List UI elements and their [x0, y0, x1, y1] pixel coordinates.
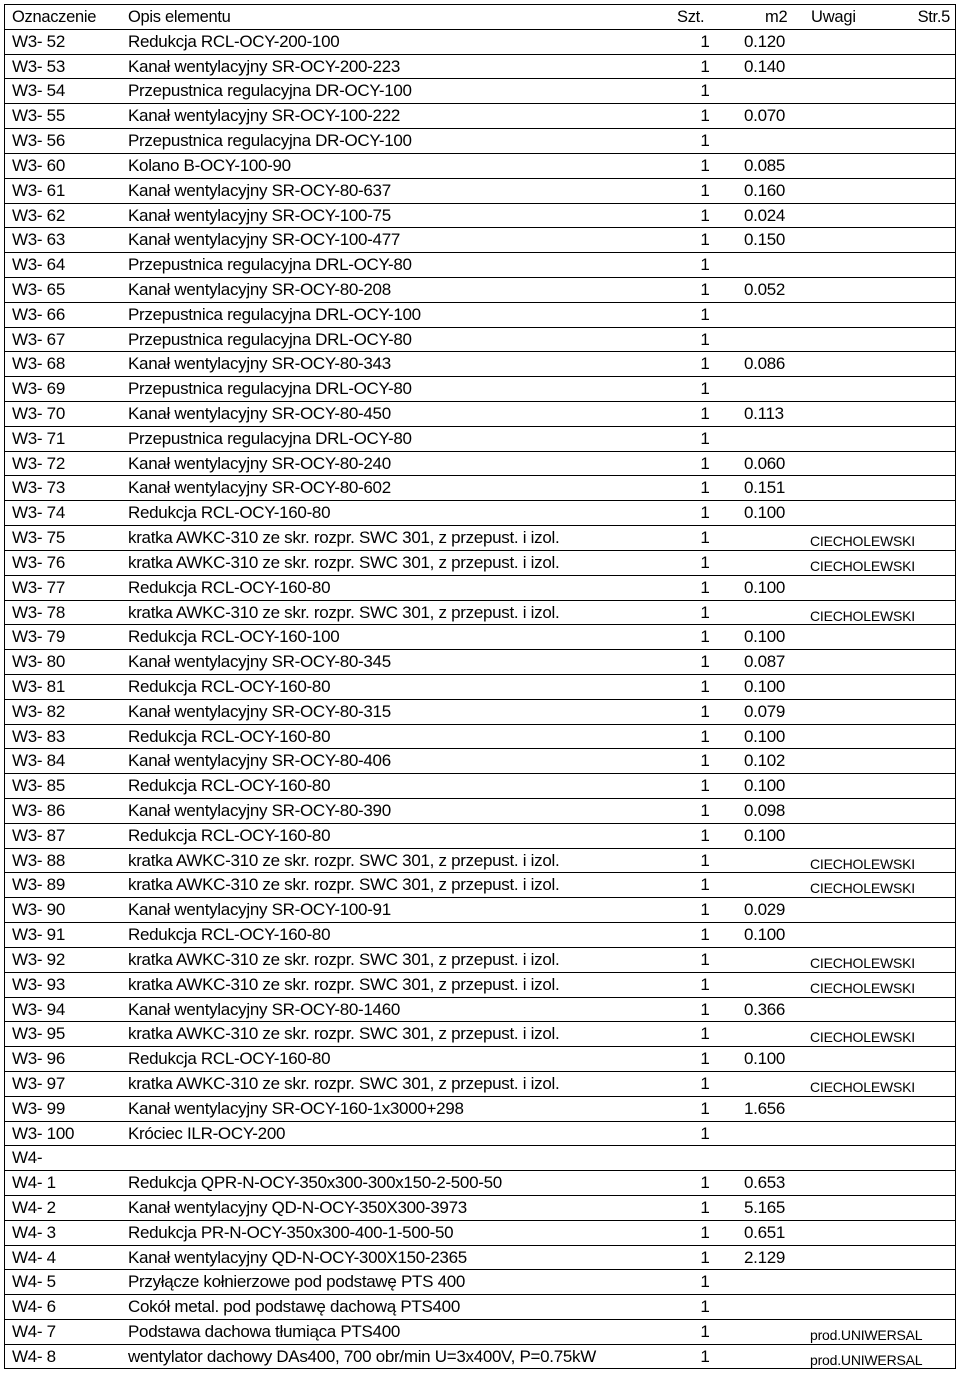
row-quantity: 1 [700, 1198, 710, 1217]
table-body [5, 29, 955, 1369]
row-quantity: 1 [700, 379, 710, 399]
row-quantity: 1 [700, 81, 710, 101]
row-quantity: 1 [700, 453, 710, 473]
row-quantity: 1 [700, 503, 710, 523]
row-area: 0.140 [744, 56, 786, 76]
row-quantity: 1 [700, 825, 710, 845]
table-row [5, 451, 955, 476]
table-row [5, 1121, 955, 1146]
table-row [5, 525, 955, 550]
row-quantity: 1 [700, 1222, 710, 1242]
row-notes: CIECHOLEWSKI [810, 880, 915, 897]
row-area: 0.070 [744, 106, 786, 126]
row-description: Kanał wentylacyjny SR-OCY-80-345 [128, 652, 391, 672]
row-code: W3- 74 [12, 503, 65, 523]
table-row [5, 823, 955, 848]
row-code: W3- 66 [12, 304, 65, 324]
row-code: W3- 68 [12, 354, 65, 374]
row-description: Przepustnica regulacyjna DRL-OCY-80 [128, 428, 412, 448]
row-area: 0.087 [744, 652, 786, 672]
row-area: 0.651 [744, 1222, 786, 1242]
table-row [5, 972, 955, 997]
row-quantity: 1 [700, 1024, 710, 1044]
header-m2: m2 [765, 8, 788, 26]
table-row [5, 153, 955, 178]
row-code: W4- 3 [12, 1222, 56, 1242]
row-code: W3- 83 [12, 726, 65, 746]
row-quantity: 1 [700, 875, 710, 895]
table-row [5, 252, 955, 277]
row-area: 0.100 [744, 503, 786, 523]
row-area: 0.100 [744, 676, 786, 696]
row-code: W3- 97 [12, 1073, 65, 1093]
table-row [5, 500, 955, 525]
table-row [5, 649, 955, 674]
row-code: W3- 100 [12, 1123, 75, 1143]
row-code: W3- 65 [12, 279, 65, 299]
row-code: W3- 53 [12, 56, 65, 76]
row-area: 0.079 [744, 701, 786, 721]
row-quantity: 1 [700, 131, 710, 151]
row-description: Kanał wentylacyjny SR-OCY-100-91 [128, 900, 391, 920]
row-notes: CIECHOLEWSKI [810, 1078, 915, 1095]
row-quantity: 1 [700, 1272, 710, 1292]
row-code: W3- 90 [12, 900, 65, 920]
table-row [5, 277, 955, 302]
row-description: Redukcja RCL-OCY-160-80 [128, 1049, 331, 1069]
table-row [5, 674, 955, 699]
table-row [5, 897, 955, 922]
row-code: W3- 95 [12, 1024, 65, 1044]
row-description: Przepustnica regulacyjna DRL-OCY-80 [128, 329, 412, 349]
row-area: 0.100 [744, 627, 786, 647]
row-code: W3- 77 [12, 577, 65, 597]
row-description: Kanał wentylacyjny SR-OCY-80-343 [128, 354, 391, 374]
row-code: W4- 6 [12, 1297, 56, 1317]
row-description: Kanał wentylacyjny SR-OCY-80-390 [128, 801, 391, 820]
row-code: W3- 69 [12, 379, 65, 399]
table-row [5, 475, 955, 500]
row-code: W3- 76 [12, 552, 65, 572]
row-quantity: 1 [700, 1346, 710, 1366]
row-code: W4- 7 [12, 1322, 56, 1342]
row-notes: CIECHOLEWSKI [810, 607, 915, 624]
row-description: Króciec ILR-OCY-200 [128, 1123, 286, 1143]
row-code: W3- 72 [12, 453, 65, 473]
row-description: Redukcja RCL-OCY-160-80 [128, 925, 331, 945]
row-quantity: 1 [700, 999, 710, 1019]
row-quantity: 1 [700, 304, 710, 324]
row-area: 0.151 [744, 478, 786, 498]
row-quantity: 1 [700, 751, 710, 771]
row-description: Redukcja QPR-N-OCY-350x300-300x150-2-500-50 [128, 1173, 502, 1193]
row-description: Cokół metal. pod podstawę dachową PTS400 [128, 1297, 460, 1317]
table-row [5, 1021, 955, 1046]
row-quantity: 1 [700, 1098, 710, 1118]
row-description: kratka AWKC-310 ze skr. rozpr. SWC 301, z przepust. i izol. [128, 974, 560, 994]
row-area: 1.656 [744, 1098, 786, 1118]
row-quantity: 1 [700, 155, 710, 175]
row-code: W3- 92 [12, 949, 65, 969]
row-area: 0.024 [744, 205, 786, 225]
table-row [5, 1319, 955, 1344]
table-row [5, 550, 955, 575]
row-description: Przepustnica regulacyjna DRL-OCY-100 [128, 304, 421, 324]
row-quantity: 1 [700, 627, 710, 647]
row-code: W3- 88 [12, 850, 65, 870]
table-row [5, 1145, 955, 1170]
row-notes: CIECHOLEWSKI [810, 533, 915, 550]
table-row [5, 401, 955, 426]
row-description: Redukcja RCL-OCY-160-80 [128, 676, 331, 696]
row-description: Redukcja RCL-OCY-200-100 [128, 31, 340, 51]
table-row [5, 376, 955, 401]
row-description: Redukcja RCL-OCY-160-80 [128, 726, 331, 746]
table-header [5, 4, 955, 29]
row-notes: prod.UNIWERSAL [810, 1351, 923, 1368]
row-area: 0.160 [744, 180, 786, 200]
table-row [5, 624, 955, 649]
row-code: W3- 73 [12, 478, 65, 498]
table-row [5, 426, 955, 451]
row-code: W3- 80 [12, 652, 65, 672]
row-notes: CIECHOLEWSKI [810, 954, 915, 971]
header-uwagi: Uwagi [811, 8, 856, 26]
row-code: W3- 64 [12, 255, 65, 275]
row-quantity: 1 [700, 676, 710, 696]
row-code: W3- 84 [12, 751, 65, 771]
row-description: kratka AWKC-310 ze skr. rozpr. SWC 301, z przepust. i izol. [128, 552, 560, 572]
row-code: W3- 75 [12, 528, 65, 548]
row-area: 0.060 [744, 453, 786, 473]
table-row [5, 1344, 955, 1369]
row-description: kratka AWKC-310 ze skr. rozpr. SWC 301, z przepust. i izol. [128, 949, 560, 969]
row-quantity: 1 [700, 1247, 710, 1267]
row-quantity: 1 [700, 1049, 710, 1069]
row-quantity: 1 [700, 329, 710, 349]
row-quantity: 1 [700, 652, 710, 672]
row-code: W3- 82 [12, 701, 65, 721]
table-row [5, 1071, 955, 1096]
row-notes: prod.UNIWERSAL [810, 1327, 923, 1344]
row-description: Kanał wentylacyjny SR-OCY-80-315 [128, 701, 391, 721]
row-notes: CIECHOLEWSKI [810, 1029, 915, 1046]
table-row [5, 78, 955, 103]
row-area: 0.120 [744, 31, 786, 51]
row-area: 0.029 [744, 900, 786, 920]
row-code: W3- 86 [12, 801, 65, 820]
table-row [5, 1195, 955, 1220]
row-code: W3- 89 [12, 875, 65, 895]
row-description: Przepustnica regulacyjna DR-OCY-100 [128, 131, 412, 151]
row-description: Redukcja RCL-OCY-160-80 [128, 776, 331, 796]
table-row [5, 997, 955, 1022]
row-description: Kanał wentylacyjny SR-OCY-80-1460 [128, 999, 401, 1019]
header-opis: Opis elementu [128, 8, 231, 26]
row-notes: CIECHOLEWSKI [810, 979, 915, 996]
row-code: W3- 85 [12, 776, 65, 796]
table-row [5, 29, 955, 54]
row-area: 0.100 [744, 776, 786, 796]
row-quantity: 1 [700, 1173, 710, 1193]
row-area: 2.129 [744, 1247, 786, 1267]
parts-table [4, 4, 956, 1369]
row-area: 0.100 [744, 577, 786, 597]
row-quantity: 1 [700, 1073, 710, 1093]
row-code: W3- 52 [12, 31, 65, 51]
table-row [5, 128, 955, 153]
row-code: W4- 4 [12, 1247, 56, 1267]
row-quantity: 1 [700, 180, 710, 200]
header-szt: Szt. [677, 8, 705, 26]
row-quantity: 1 [700, 255, 710, 275]
row-area: 0.100 [744, 1049, 786, 1069]
table-row [5, 1245, 955, 1270]
table-row [5, 947, 955, 972]
row-description: Kanał wentylacyjny SR-OCY-100-75 [128, 205, 391, 225]
table-row [5, 1046, 955, 1071]
row-area: 0.100 [744, 726, 786, 746]
table-row [5, 922, 955, 947]
page-number: Str.5 [917, 8, 950, 26]
row-code: W3- 56 [12, 131, 65, 151]
row-code: W3- 79 [12, 627, 65, 647]
row-description: Kanał wentylacyjny SR-OCY-80-406 [128, 751, 391, 771]
row-description: Kanał wentylacyjny SR-OCY-80-602 [128, 478, 391, 498]
row-code: W3- 96 [12, 1049, 65, 1069]
row-area: 0.052 [744, 279, 786, 299]
row-area: 0.100 [744, 925, 786, 945]
table-row [5, 103, 955, 128]
row-code: W3- 81 [12, 676, 65, 696]
row-description: Przepustnica regulacyjna DRL-OCY-80 [128, 255, 412, 275]
table-row [5, 575, 955, 600]
table-row [5, 302, 955, 327]
table-row [5, 848, 955, 873]
table-row [5, 748, 955, 773]
table-row [5, 351, 955, 376]
row-description: Przepustnica regulacyjna DR-OCY-100 [128, 81, 412, 101]
table-row [5, 54, 955, 79]
row-description: Redukcja RCL-OCY-160-80 [128, 503, 331, 523]
row-description: kratka AWKC-310 ze skr. rozpr. SWC 301, z przepust. i izol. [128, 1073, 560, 1093]
row-quantity: 1 [700, 552, 710, 572]
table-row [5, 773, 955, 798]
row-code: W4- 2 [12, 1198, 56, 1217]
row-description: Kolano B-OCY-100-90 [128, 155, 291, 175]
row-description: Kanał wentylacyjny SR-OCY-100-222 [128, 106, 401, 126]
row-code: W3- 87 [12, 825, 65, 845]
row-code: W3- 78 [12, 602, 65, 622]
row-code: W4- 5 [12, 1272, 56, 1292]
table-row [5, 227, 955, 252]
row-code: W4- 8 [12, 1346, 56, 1366]
row-quantity: 1 [700, 404, 710, 423]
row-description: kratka AWKC-310 ze skr. rozpr. SWC 301, z przepust. i izol. [128, 850, 560, 870]
table-row [5, 872, 955, 897]
table-row [5, 1170, 955, 1195]
row-quantity: 1 [700, 949, 710, 969]
row-code: W4- [12, 1148, 43, 1168]
row-description: kratka AWKC-310 ze skr. rozpr. SWC 301, z przepust. i izol. [128, 602, 560, 622]
table-row [5, 699, 955, 724]
row-code: W3- 55 [12, 106, 65, 126]
row-description: Redukcja RCL-OCY-160-100 [128, 627, 340, 647]
row-area: 0.653 [744, 1173, 786, 1193]
row-quantity: 1 [700, 900, 710, 920]
row-quantity: 1 [700, 850, 710, 870]
row-quantity: 1 [700, 1123, 710, 1143]
row-description: kratka AWKC-310 ze skr. rozpr. SWC 301, z przepust. i izol. [128, 528, 560, 548]
row-quantity: 1 [700, 205, 710, 225]
row-quantity: 1 [700, 230, 710, 250]
row-description: Kanał wentylacyjny SR-OCY-100-477 [128, 230, 401, 250]
row-quantity: 1 [700, 528, 710, 548]
row-description: Kanał wentylacyjny QD-N-OCY-300X150-2365 [128, 1247, 467, 1267]
row-quantity: 1 [700, 974, 710, 994]
row-description: Kanał wentylacyjny SR-OCY-80-450 [128, 404, 391, 423]
table-row [5, 1096, 955, 1121]
row-quantity: 1 [700, 279, 710, 299]
table-row [5, 1269, 955, 1294]
row-quantity: 1 [700, 801, 710, 820]
row-description: kratka AWKC-310 ze skr. rozpr. SWC 301, z przepust. i izol. [128, 1024, 560, 1044]
row-code: W3- 70 [12, 404, 65, 423]
row-code: W3- 62 [12, 205, 65, 225]
row-description: Podstawa dachowa tłumiąca PTS400 [128, 1322, 401, 1342]
row-quantity: 1 [700, 925, 710, 945]
row-area: 0.113 [744, 404, 784, 423]
row-code: W3- 71 [12, 428, 65, 448]
row-quantity: 1 [700, 776, 710, 796]
row-notes: CIECHOLEWSKI [810, 855, 915, 872]
row-area: 0.085 [744, 155, 786, 175]
row-description: Przyłącze kołnierzowe pod podstawę PTS 400 [128, 1272, 466, 1292]
row-quantity: 1 [700, 577, 710, 597]
row-description: kratka AWKC-310 ze skr. rozpr. SWC 301, z przepust. i izol. [128, 875, 560, 895]
row-area: 0.098 [744, 801, 786, 820]
row-code: W3- 61 [12, 180, 65, 200]
row-code: W3- 93 [12, 974, 65, 994]
table-row [5, 724, 955, 749]
row-code: W3- 99 [12, 1098, 65, 1118]
row-description: Redukcja RCL-OCY-160-80 [128, 577, 331, 597]
row-notes: CIECHOLEWSKI [810, 557, 915, 574]
table-row [5, 798, 955, 823]
row-quantity: 1 [700, 106, 710, 126]
header-oznaczenie: Oznaczenie [12, 8, 97, 26]
row-description: Kanał wentylacyjny SR-OCY-80-240 [128, 453, 391, 473]
table-row [5, 178, 955, 203]
row-area: 5.165 [744, 1198, 786, 1217]
table-row [5, 327, 955, 352]
row-code: W3- 60 [12, 155, 65, 175]
table-row [5, 203, 955, 228]
row-description: Redukcja RCL-OCY-160-80 [128, 825, 331, 845]
row-description: Kanał wentylacyjny SR-OCY-160-1x3000+298 [128, 1098, 464, 1118]
row-quantity: 1 [700, 1297, 710, 1317]
row-code: W3- 54 [12, 81, 65, 101]
row-quantity: 1 [700, 1322, 710, 1342]
row-area: 0.086 [744, 354, 786, 374]
row-quantity: 1 [700, 701, 710, 721]
row-quantity: 1 [700, 31, 710, 51]
row-quantity: 1 [700, 478, 710, 498]
row-code: W3- 91 [12, 925, 65, 945]
row-code: W3- 63 [12, 230, 65, 250]
row-description: wentylator dachowy DAs400, 700 obr/min U=3x400V, P=0.75kW [128, 1346, 596, 1366]
row-code: W4- 1 [12, 1173, 56, 1193]
table-row [5, 1220, 955, 1245]
row-description: Kanał wentylacyjny QD-N-OCY-350X300-3973 [128, 1198, 467, 1217]
row-code: W3- 94 [12, 999, 65, 1019]
row-quantity: 1 [700, 428, 710, 448]
row-quantity: 1 [700, 56, 710, 76]
table-row [5, 600, 955, 625]
row-code: W3- 67 [12, 329, 65, 349]
row-area: 0.150 [744, 230, 786, 250]
row-description: Kanał wentylacyjny SR-OCY-80-208 [128, 279, 391, 299]
row-area: 0.102 [744, 751, 786, 771]
row-quantity: 1 [700, 602, 710, 622]
table-row [5, 1294, 955, 1319]
row-quantity: 1 [700, 726, 710, 746]
row-description: Przepustnica regulacyjna DRL-OCY-80 [128, 379, 412, 399]
row-description: Kanał wentylacyjny SR-OCY-80-637 [128, 180, 391, 200]
row-area: 0.366 [744, 999, 786, 1019]
row-area: 0.100 [744, 825, 786, 845]
row-description: Kanał wentylacyjny SR-OCY-200-223 [128, 56, 401, 76]
row-description: Redukcja PR-N-OCY-350x300-400-1-500-50 [128, 1222, 454, 1242]
row-quantity: 1 [700, 354, 710, 374]
